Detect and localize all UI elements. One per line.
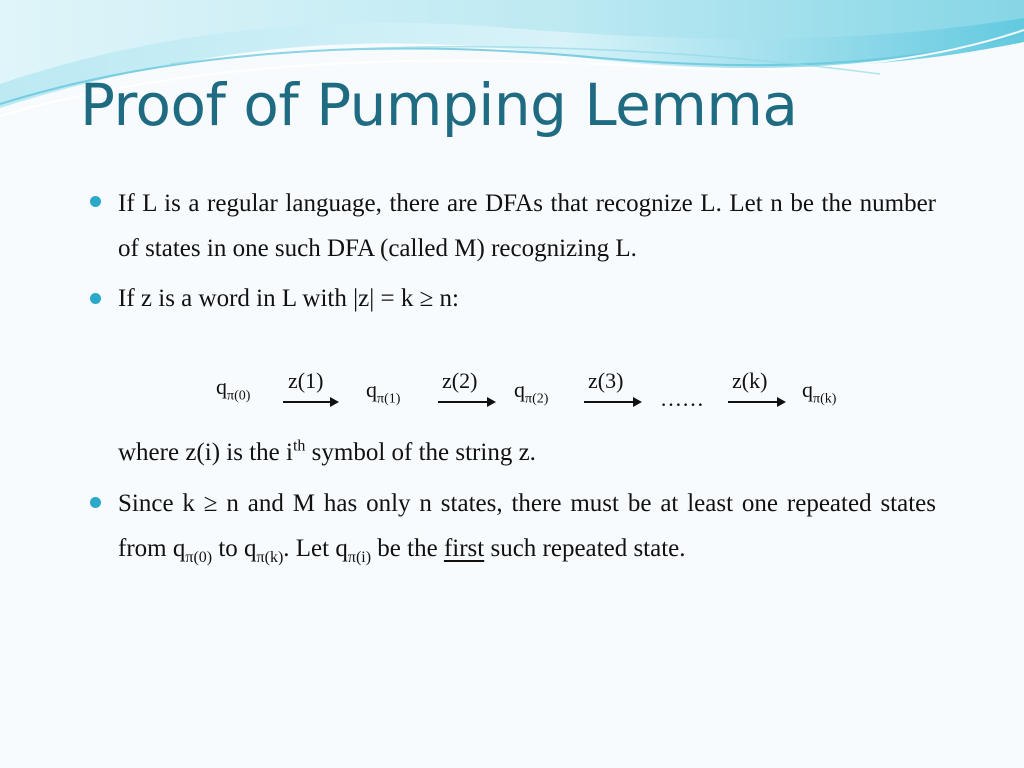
state-q1: $q_{\pi(1)}$ bbox=[366, 377, 401, 407]
transition-arrow bbox=[728, 401, 784, 403]
transition-arrow bbox=[584, 401, 640, 403]
state-q0: $q_{\pi(0)}$ bbox=[216, 374, 251, 404]
bullet-repeated-state: Since k ≥ n and M has only n states, there must be at least one repeated states from $q_{\pi(0)}$ to $q_{\pi(k)}$. Let $q_{\pi(i)}$ be the first such repeated state. bbox=[118, 490, 936, 566]
state-transition-diagram bbox=[0, 362, 1024, 422]
transition-arrow bbox=[438, 401, 494, 403]
transition-arrow bbox=[283, 401, 337, 403]
ellipsis: …… bbox=[660, 386, 704, 411]
transition-label-z1: z(1) bbox=[288, 368, 324, 393]
bullet-regular-language: If L is a regular language, there are DFAs that recognize L. Let n be the number of states in one such DFA (called M) recognizing L. bbox=[118, 190, 936, 262]
bullet-icon bbox=[90, 196, 101, 207]
where-explanation: where z(i) is the $i^{th}$ symbol of the string z. bbox=[118, 437, 536, 466]
emphasis-first: first bbox=[443, 535, 485, 562]
transition-label-z2: z(2) bbox=[442, 368, 478, 393]
state-q2: $q_{\pi(2)}$ bbox=[514, 377, 549, 407]
bullet-word-length: If z is a word in L with |z| = k ≥ n: bbox=[118, 285, 460, 312]
bullet-icon bbox=[90, 497, 101, 508]
bullet-icon bbox=[90, 293, 101, 304]
state-qk: $q_{\pi(k)}$ bbox=[802, 377, 837, 407]
slide-title: Proof of Pumping Lemma bbox=[80, 71, 798, 139]
transition-label-z3: z(3) bbox=[588, 368, 624, 393]
transition-label-zk: z(k) bbox=[732, 368, 768, 393]
